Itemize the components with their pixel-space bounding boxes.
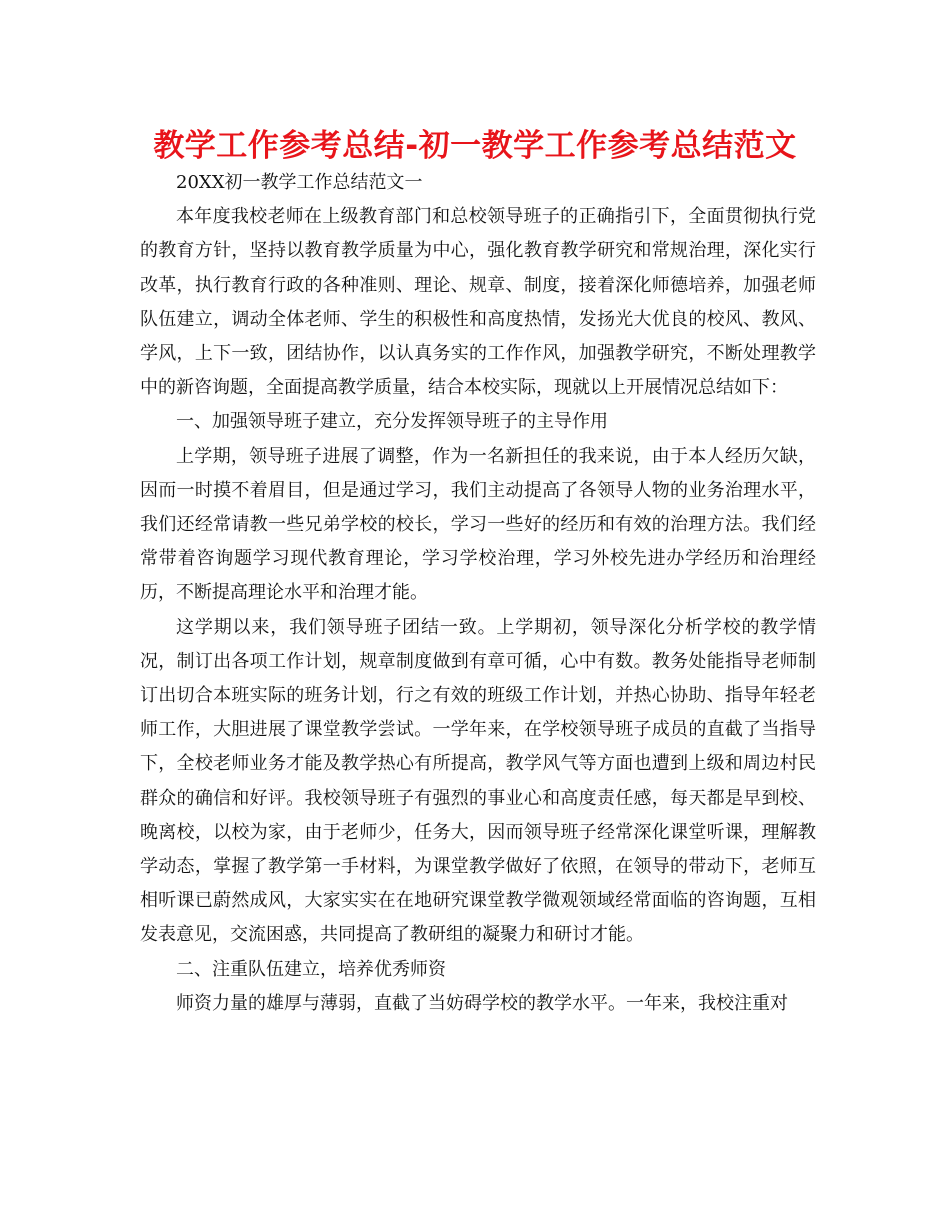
document-title: 教学工作参考总结-初一教学工作参考总结范文 [153,128,797,164]
paragraph-leadership-unity: 这学期以来，我们领导班子团结一致。上学期初，领导深化分析学校的教学情况，制订出各项工作计划，规章制度做到有章可循，心中有数。教务处能指导老师制订出切合本班实际的班务计划，行之有效的班级工作计划，并热心协助、指导年轻老师工作，大胆进展了课堂教学尝试。一学年来，在学校领导班子成员的直截了当指导下，全校老师业务才能及教学热心有所提高，教学风气等方面也遭到上级和周边村民群众的确信和好评。我校领导班子有强烈的事业心和高度责任感，每天都是早到校、晚离校，以校为家，由于老师少，任务大，因而领导班子经常深化课堂听课，理解教学动态，掌握了教学第一手材料，为课堂教学做好了依照，在领导的带动下，老师互相听课已蔚然成风，大家实实在在地研究课堂教学微观领域经常面临的咨询题，互相发表意见，交流困惑，共同提高了教研组的凝聚力和研讨才能。 [140,616,816,946]
paragraph-intro: 本年度我校老师在上级教育部门和总校领导班子的正确指引下，全面贯彻执行党的教育方针，坚持以教育教学质量为中心，强化教育教学研究和常规治理，深化实行改革，执行教育行政的各种准则、理论、规章、制度，接着深化师德培养，加强老师队伍建立，调动全体老师、学生的积极性和高度热情，发扬光大优良的校风、教风、学风，上下一致，团结协作，以认真务实的工作作风，加强教学研究，不断处理教学中的新咨询题，全面提高教学质量，结合本校实际，现就以上开展情况总结如下： [140,206,816,399]
document-body [140,166,816,1021]
paragraph-leadership-study: 上学期，领导班子进展了调整，作为一名新担任的我来说，由于本人经历欠缺，因而一时摸不着眉目，但是通过学习，我们主动提高了各领导人物的业务治理水平，我们还经常请教一些兄弟学校的校长，学习一些好的经历和有效的治理方法。我们经常带着咨询题学习现代教育理论，学习学校治理，学习外校先进办学经历和治理经历，不断提高理论水平和治理才能。 [140,445,816,604]
document-subtitle: 20XX初一教学工作总结范文一 [176,172,423,193]
section-heading-2: 二、注重队伍建立，培养优秀师资 [176,958,446,980]
paragraph-teacher-team: 师资力量的雄厚与薄弱，直截了当妨碍学校的教学水平。一年来，我校注重对 [176,992,788,1014]
section-heading-1: 一、加强领导班子建立，充分发挥领导班子的主导作用 [176,411,608,433]
